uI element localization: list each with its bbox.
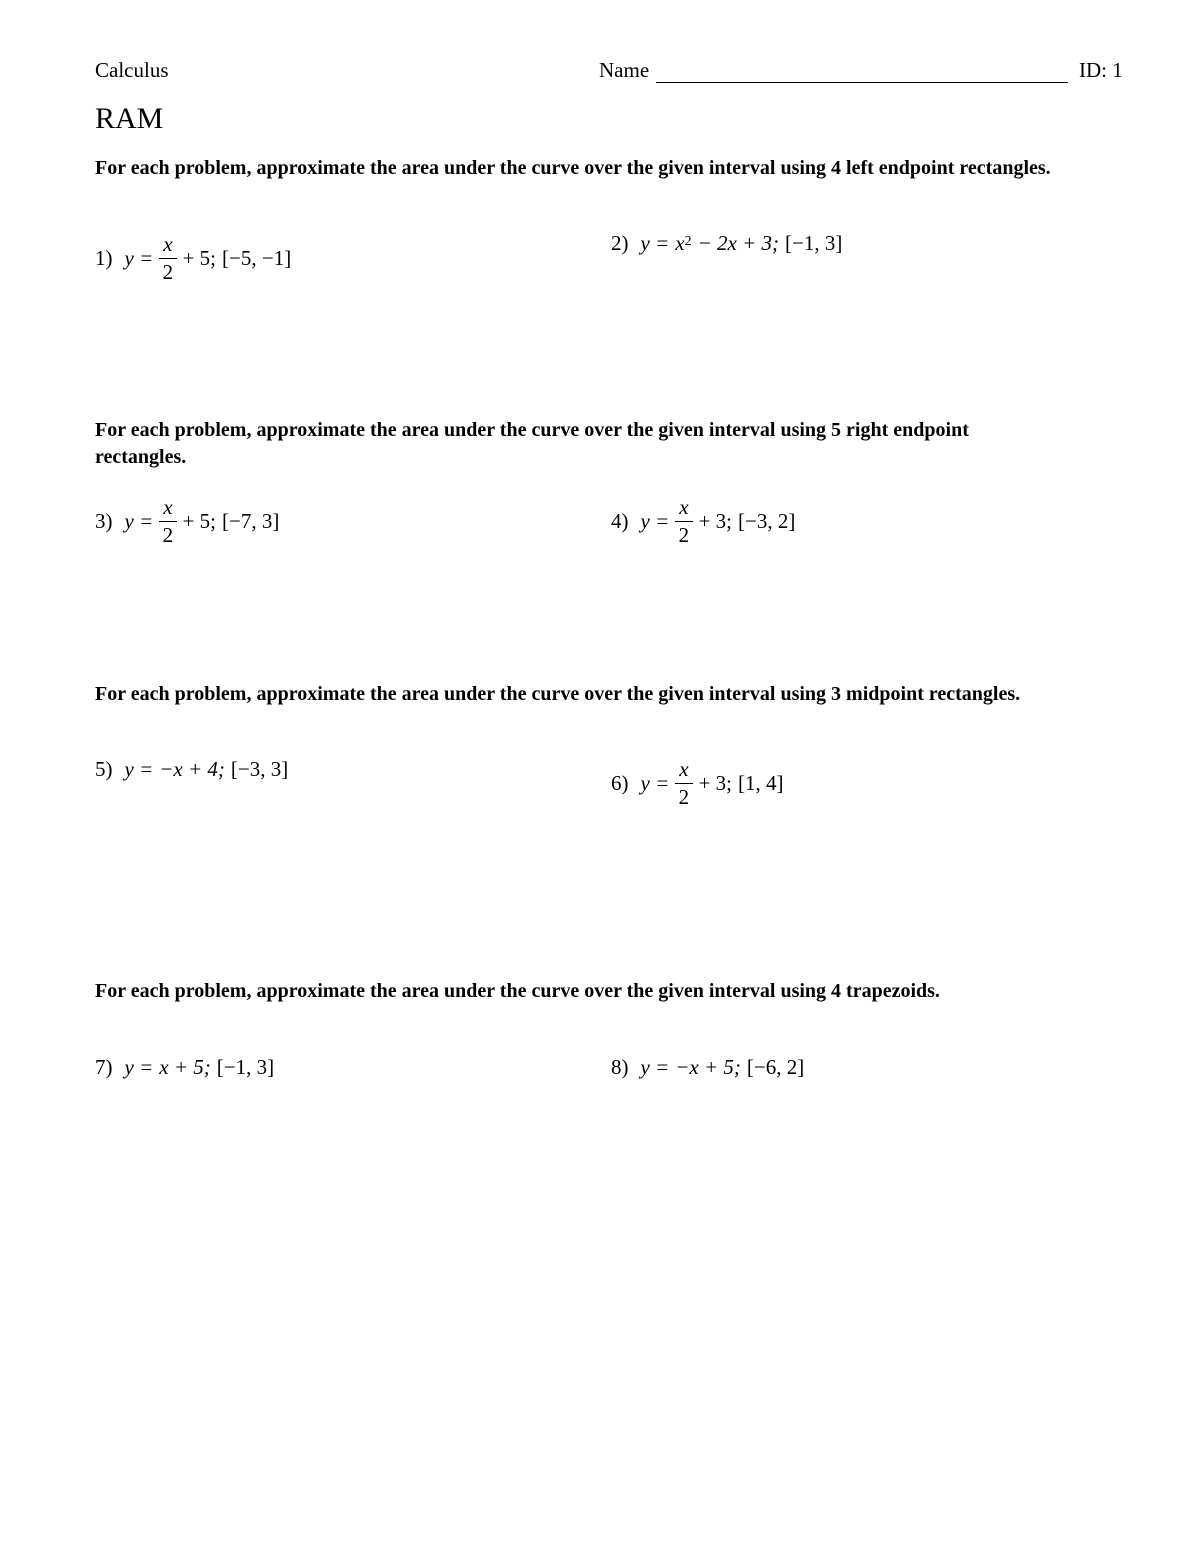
problem-8 — [611, 1055, 804, 1080]
problem-number: 7) — [95, 1055, 113, 1079]
fraction-denominator: 2 — [678, 523, 690, 547]
function-lhs: y = — [124, 757, 154, 781]
section-instruction: For each problem, approximate the area under the curve over the given interval using 4 trapezoids. — [95, 980, 940, 1002]
fraction-numerator: x — [675, 497, 692, 522]
interval: [−1, 3] — [216, 1055, 275, 1079]
interval: [−3, 2] — [738, 509, 796, 533]
fraction — [159, 497, 176, 546]
section-instruction: For each problem, approximate the area under the curve over the given interval using 3 midpoint rectangles. — [95, 683, 1021, 705]
fraction-numerator: x — [159, 234, 176, 259]
problem-number: 1) — [95, 246, 113, 270]
problem-number: 5) — [95, 757, 113, 781]
problem-1 — [95, 234, 291, 283]
worksheet-title: RAM — [95, 102, 164, 135]
function-tail: − 2x + 3; — [697, 231, 779, 255]
course-label: Calculus — [95, 58, 169, 82]
function-lhs: y = — [124, 1055, 154, 1079]
fraction-denominator: 2 — [162, 523, 174, 547]
interval: [−3, 3] — [230, 757, 289, 781]
problem-4 — [611, 497, 795, 546]
problem-number: 6) — [611, 771, 629, 795]
fraction-numerator: x — [675, 759, 692, 784]
function-tail: + 5; — [182, 246, 217, 270]
fraction-denominator: 2 — [162, 260, 174, 284]
section-instruction: For each problem, approximate the area under the curve over the given interval using 5 right endpoint rectangles. — [95, 419, 969, 468]
problem-number: 3) — [95, 509, 113, 533]
function-tail: + 3; — [698, 509, 733, 533]
function-base: x — [675, 231, 685, 255]
function-expression: x + 5; — [159, 1055, 211, 1079]
interval: [−6, 2] — [746, 1055, 805, 1079]
function-expression: −x + 5; — [675, 1055, 741, 1079]
function-lhs: y = — [640, 509, 670, 533]
function-lhs: y = — [124, 509, 154, 533]
fraction-denominator: 2 — [678, 785, 690, 809]
function-lhs: y = — [124, 246, 154, 270]
exponent: 2 — [684, 233, 692, 249]
interval: [1, 4] — [738, 771, 784, 795]
fraction — [159, 234, 176, 283]
fraction — [675, 497, 692, 546]
interval: [−5, −1] — [222, 246, 292, 270]
interval: [−1, 3] — [784, 231, 843, 255]
problem-number: 2) — [611, 231, 629, 255]
name-label: Name — [599, 58, 650, 82]
problem-2 — [611, 231, 842, 256]
function-expression: −x + 4; — [159, 757, 225, 781]
function-lhs: y = — [640, 231, 670, 255]
fraction — [675, 759, 692, 808]
interval: [−7, 3] — [222, 509, 280, 533]
problem-5 — [95, 757, 288, 782]
section-instruction: For each problem, approximate the area under the curve over the given interval using 4 left endpoint rectangles. — [95, 157, 1051, 179]
function-tail: + 5; — [182, 509, 217, 533]
name-blank-line — [656, 82, 1068, 83]
function-lhs: y = — [640, 1055, 670, 1079]
problem-number: 8) — [611, 1055, 629, 1079]
id-label: ID: 1 — [1079, 58, 1123, 82]
problem-6 — [611, 759, 784, 808]
function-lhs: y = — [640, 771, 670, 795]
function-tail: + 3; — [698, 771, 733, 795]
problem-3 — [95, 497, 279, 546]
problem-number: 4) — [611, 509, 629, 533]
fraction-numerator: x — [159, 497, 176, 522]
problem-7 — [95, 1055, 274, 1080]
